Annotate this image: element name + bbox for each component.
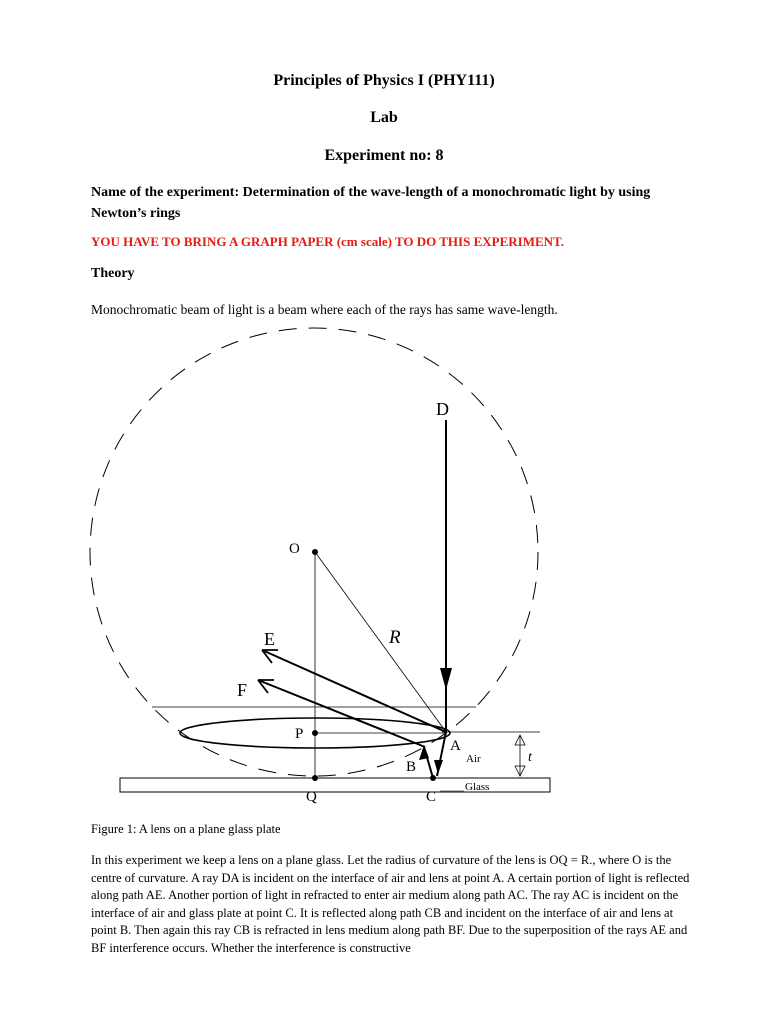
- point-o: [312, 549, 318, 555]
- graph-paper-warning: YOU HAVE TO BRING A GRAPH PAPER (cm scale) TO DO THIS EXPERIMENT.: [91, 234, 564, 249]
- line-oa-radius: [315, 552, 446, 732]
- point-q: [312, 775, 318, 781]
- label-r: R: [389, 627, 401, 648]
- course-title: Principles of Physics I (PHY111): [273, 72, 495, 89]
- newtons-rings-figure: [0, 320, 768, 820]
- point-p: [312, 730, 318, 736]
- label-c: C: [426, 789, 437, 805]
- body-paragraph: In this experiment we keep a lens on a plane glass. Let the radius of curvature of the lens is OQ = R., where O is the centre of curvature. A ray DA is incident on the interface of air and lens at point A. A certain portion of light is reflected along path AE. Another portion of light in refracted to enter air medium along path AC. The ray AC is incident on the interface of air and glass plate at point C. It is reflected along path CB and incident on the interface of air and lens at point B. Then again this ray CB is refracted in lens medium along path BF. Due to the superposition of the rays AE and BF interference occurs. Whether the interference is constructive: [91, 853, 690, 955]
- ray-bf: [258, 680, 425, 747]
- figure-caption: Figure 1: A lens on a plane glass plate: [91, 822, 281, 836]
- label-glass: Glass: [465, 781, 490, 793]
- ray-da-arrowhead: [440, 668, 452, 690]
- label-t: t: [528, 750, 532, 765]
- label-f: F: [237, 680, 248, 700]
- ray-cb-arrowhead: [419, 745, 429, 760]
- label-e: E: [264, 629, 275, 649]
- label-o: O: [289, 541, 300, 557]
- label-a: A: [450, 738, 461, 754]
- label-air: Air: [466, 753, 481, 765]
- label-d: D: [436, 399, 449, 419]
- experiment-number: Experiment no: 8: [324, 147, 444, 164]
- label-p: P: [295, 726, 304, 742]
- lab-label: Lab: [370, 109, 398, 126]
- intro-paragraph: Monochromatic beam of light is a beam where each of the rays has same wave-length.: [91, 302, 558, 317]
- ray-ae: [262, 650, 446, 732]
- theory-heading: Theory: [91, 266, 135, 281]
- label-b: B: [406, 759, 417, 775]
- label-q: Q: [306, 789, 317, 805]
- ray-ac-arrowhead: [434, 760, 443, 774]
- experiment-name: Name of the experiment: Determination of the wave-length of a monochromatic light by using Newton’s rings: [91, 185, 651, 221]
